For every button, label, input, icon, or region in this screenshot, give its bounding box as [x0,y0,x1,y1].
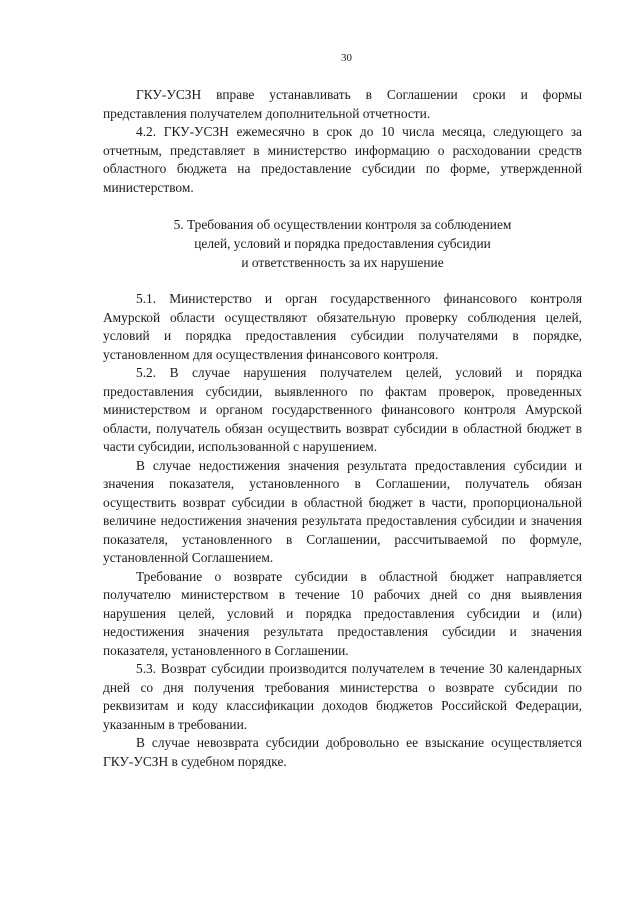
paragraph-court-recovery: В случае невозврата субсидии добровольно ее взыскание осуществляется ГКУ-УСЗН в судебном порядке. [103,735,582,769]
section-heading-line: целей, условий и порядка предоставления субсидии [194,236,491,251]
paragraph-reporting-forms: ГКУ-УСЗН вправе устанавливать в Соглашении сроки и формы представления получателем дополнительной отчетности. [103,87,582,121]
section-5-heading [103,215,582,272]
page-number: 30 [341,52,352,64]
paragraph-5-1: 5.1. Министерство и орган государственного финансового контроля Амурской области осуществляют обязательную проверку соблюдения целей, условий и порядка предоставления субсидии получателями в порядке, установленном для осуществления финансового контроля. [103,291,582,362]
section-heading-line: и ответственность за их нарушение [241,255,444,270]
paragraph-result-not-achieved: В случае недостижения значения результата предоставления субсидии и значения показателя, установленного в Соглашении, получатель обязан осуществить возврат субсидии в областной бюджет в части, пропорциональной величине недостижения значения результата предоставления субсидии и значения показателя, установленного в Соглашении, рассчитываемой по формуле, установленной Соглашением. [103,457,582,565]
paragraph-return-requirement: Требование о возврате субсидии в областной бюджет направляется получателю министерством в течение 10 рабочих дней со дня выявления нарушения целей, условий и порядка предоставления субсидии и (или) недостижения значения результата предоставления субсидии и значения показателя, установленного в Соглашении. [103,568,582,658]
paragraph-5-2: 5.2. В случае нарушения получателем целей, условий и порядка предоставления субсидии, выявленного по фактам проверок, проведенных министерством и органом государственного финансового контроля Амурской области, получатель обязан осуществить возврат субсидии в областной бюджет в части субсидии, использованной с нарушением. [103,365,582,454]
paragraph-4-2: 4.2. ГКУ-УСЗН ежемесячно в срок до 10 числа месяца, следующего за отчетным, представляет в министерство информацию о расходовании средств областного бюджета на предоставление субсидии по форме, утвержденной министерством. [103,124,582,195]
section-heading-line: 5. Требования об осуществлении контроля за соблюдением [173,217,512,232]
paragraph-5-3: 5.3. Возврат субсидии производится получателем в течение 30 календарных дней со дня получения требования министерства о возврате субсидии по реквизитам и коду классификации доходов бюджетов Российской Федерации, указанным в требовании. [103,661,582,732]
